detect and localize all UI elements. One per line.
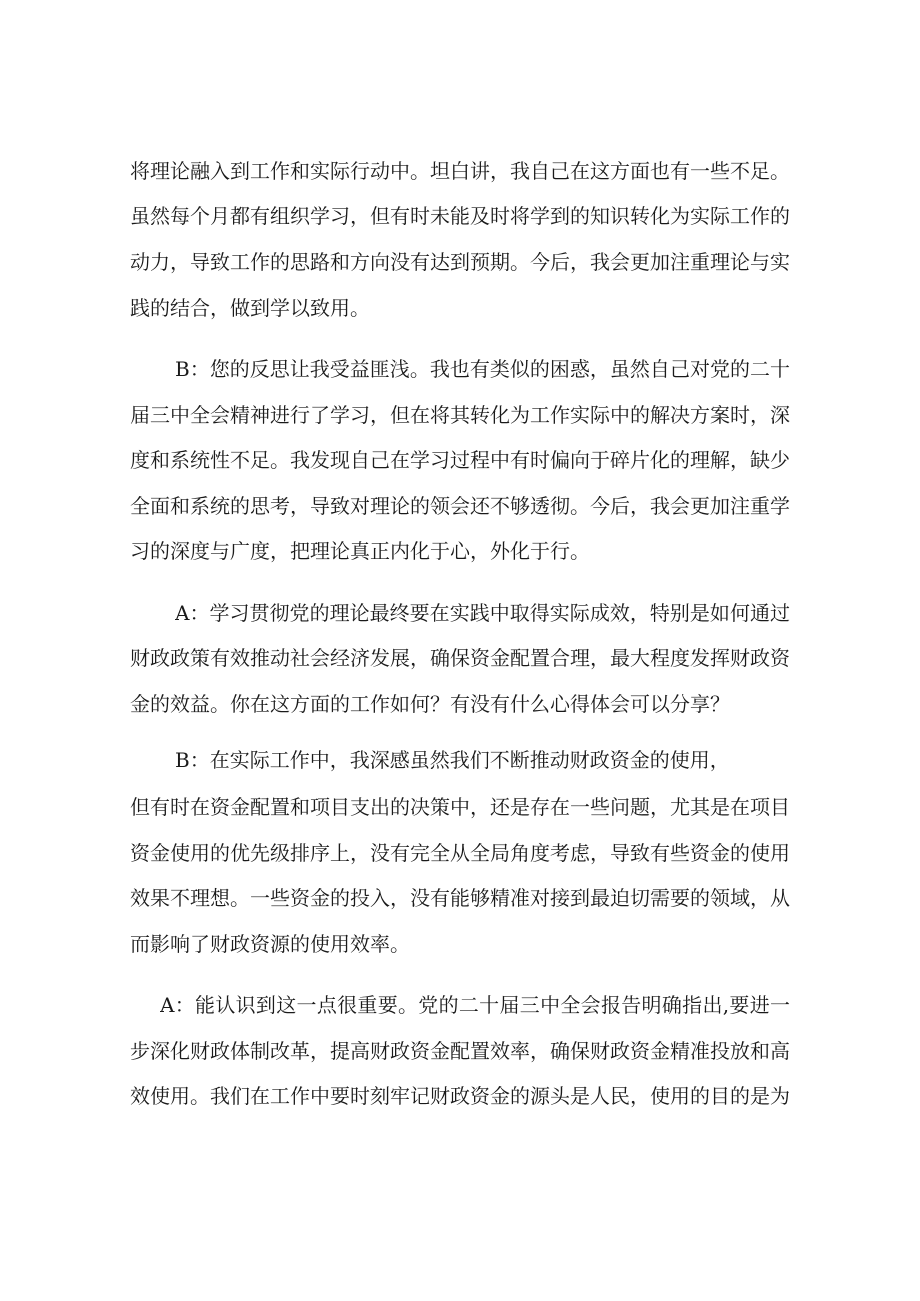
paragraph-2-line-3: 度和系统性不足。我发现自己在学习过程中有时偏向于碎片化的理解，缺少 xyxy=(130,448,790,472)
paragraph-2-line-4: 全面和系统的思考，导致对理论的领会还不够透彻。今后，我会更加注重学 xyxy=(130,494,790,518)
paragraph-1-line-3: 动力，导致工作的思路和方向没有达到预期。今后，我会更加注重理论与实 xyxy=(130,250,790,274)
paragraph-3-line-3: 金的效益。你在这方面的工作如何？有没有什么心得体会可以分享？ xyxy=(130,692,730,716)
paragraph-5-line-2: 步深化财政体制改革，提高财政资金配置效率，确保财政资金精准投放和高 xyxy=(130,1039,790,1063)
paragraph-3-line-2: 财政政策有效推动社会经济发展，确保资金配置合理，最大程度发挥财政资 xyxy=(130,646,790,670)
paragraph-2-line-1: B：您的反思让我受益匪浅。我也有类似的困惑，虽然自己对党的二十 xyxy=(175,357,790,381)
paragraph-5-line-3: 效使用。我们在工作中要时刻牢记财政资金的源头是人民，使用的目的是为 xyxy=(130,1084,790,1108)
paragraph-2-line-2: 届三中全会精神进行了学习，但在将其转化为工作实际中的解决方案时，深 xyxy=(130,403,790,427)
paragraph-4-line-1: B：在实际工作中，我深感虽然我们不断推动财政资金的使用， xyxy=(175,748,730,772)
paragraph-5-line-1: A：能认识到这一点很重要。党的二十届三中全会报告明确指出,要进一 xyxy=(160,993,790,1017)
paragraph-4-line-5: 而影响了财政资源的使用效率。 xyxy=(130,932,410,956)
paragraph-3-line-1: A：学习贯彻党的理论最终要在实践中取得实际成效，特别是如何通过 xyxy=(175,601,790,625)
paragraph-4-line-3: 资金使用的优先级排序上，没有完全从全局角度考虑，导致有些资金的使用 xyxy=(130,841,790,865)
paragraph-1-line-2: 虽然每个月都有组织学习，但有时未能及时将学到的知识转化为实际工作的 xyxy=(130,204,790,228)
paragraph-1-line-1: 将理论融入到工作和实际行动中。坦白讲，我自己在这方面也有一些不足。 xyxy=(130,159,790,183)
paragraph-2-line-5: 习的深度与广度，把理论真正内化于心，外化于行。 xyxy=(130,539,590,563)
paragraph-4-line-4: 效果不理想。一些资金的投入，没有能够精准对接到最迫切需要的领域，从 xyxy=(130,886,790,910)
paragraph-4-line-2: 但有时在资金配置和项目支出的决策中，还是存在一些问题，尤其是在项目 xyxy=(130,795,790,819)
paragraph-1-line-4: 践的结合，做到学以致用。 xyxy=(130,296,370,320)
